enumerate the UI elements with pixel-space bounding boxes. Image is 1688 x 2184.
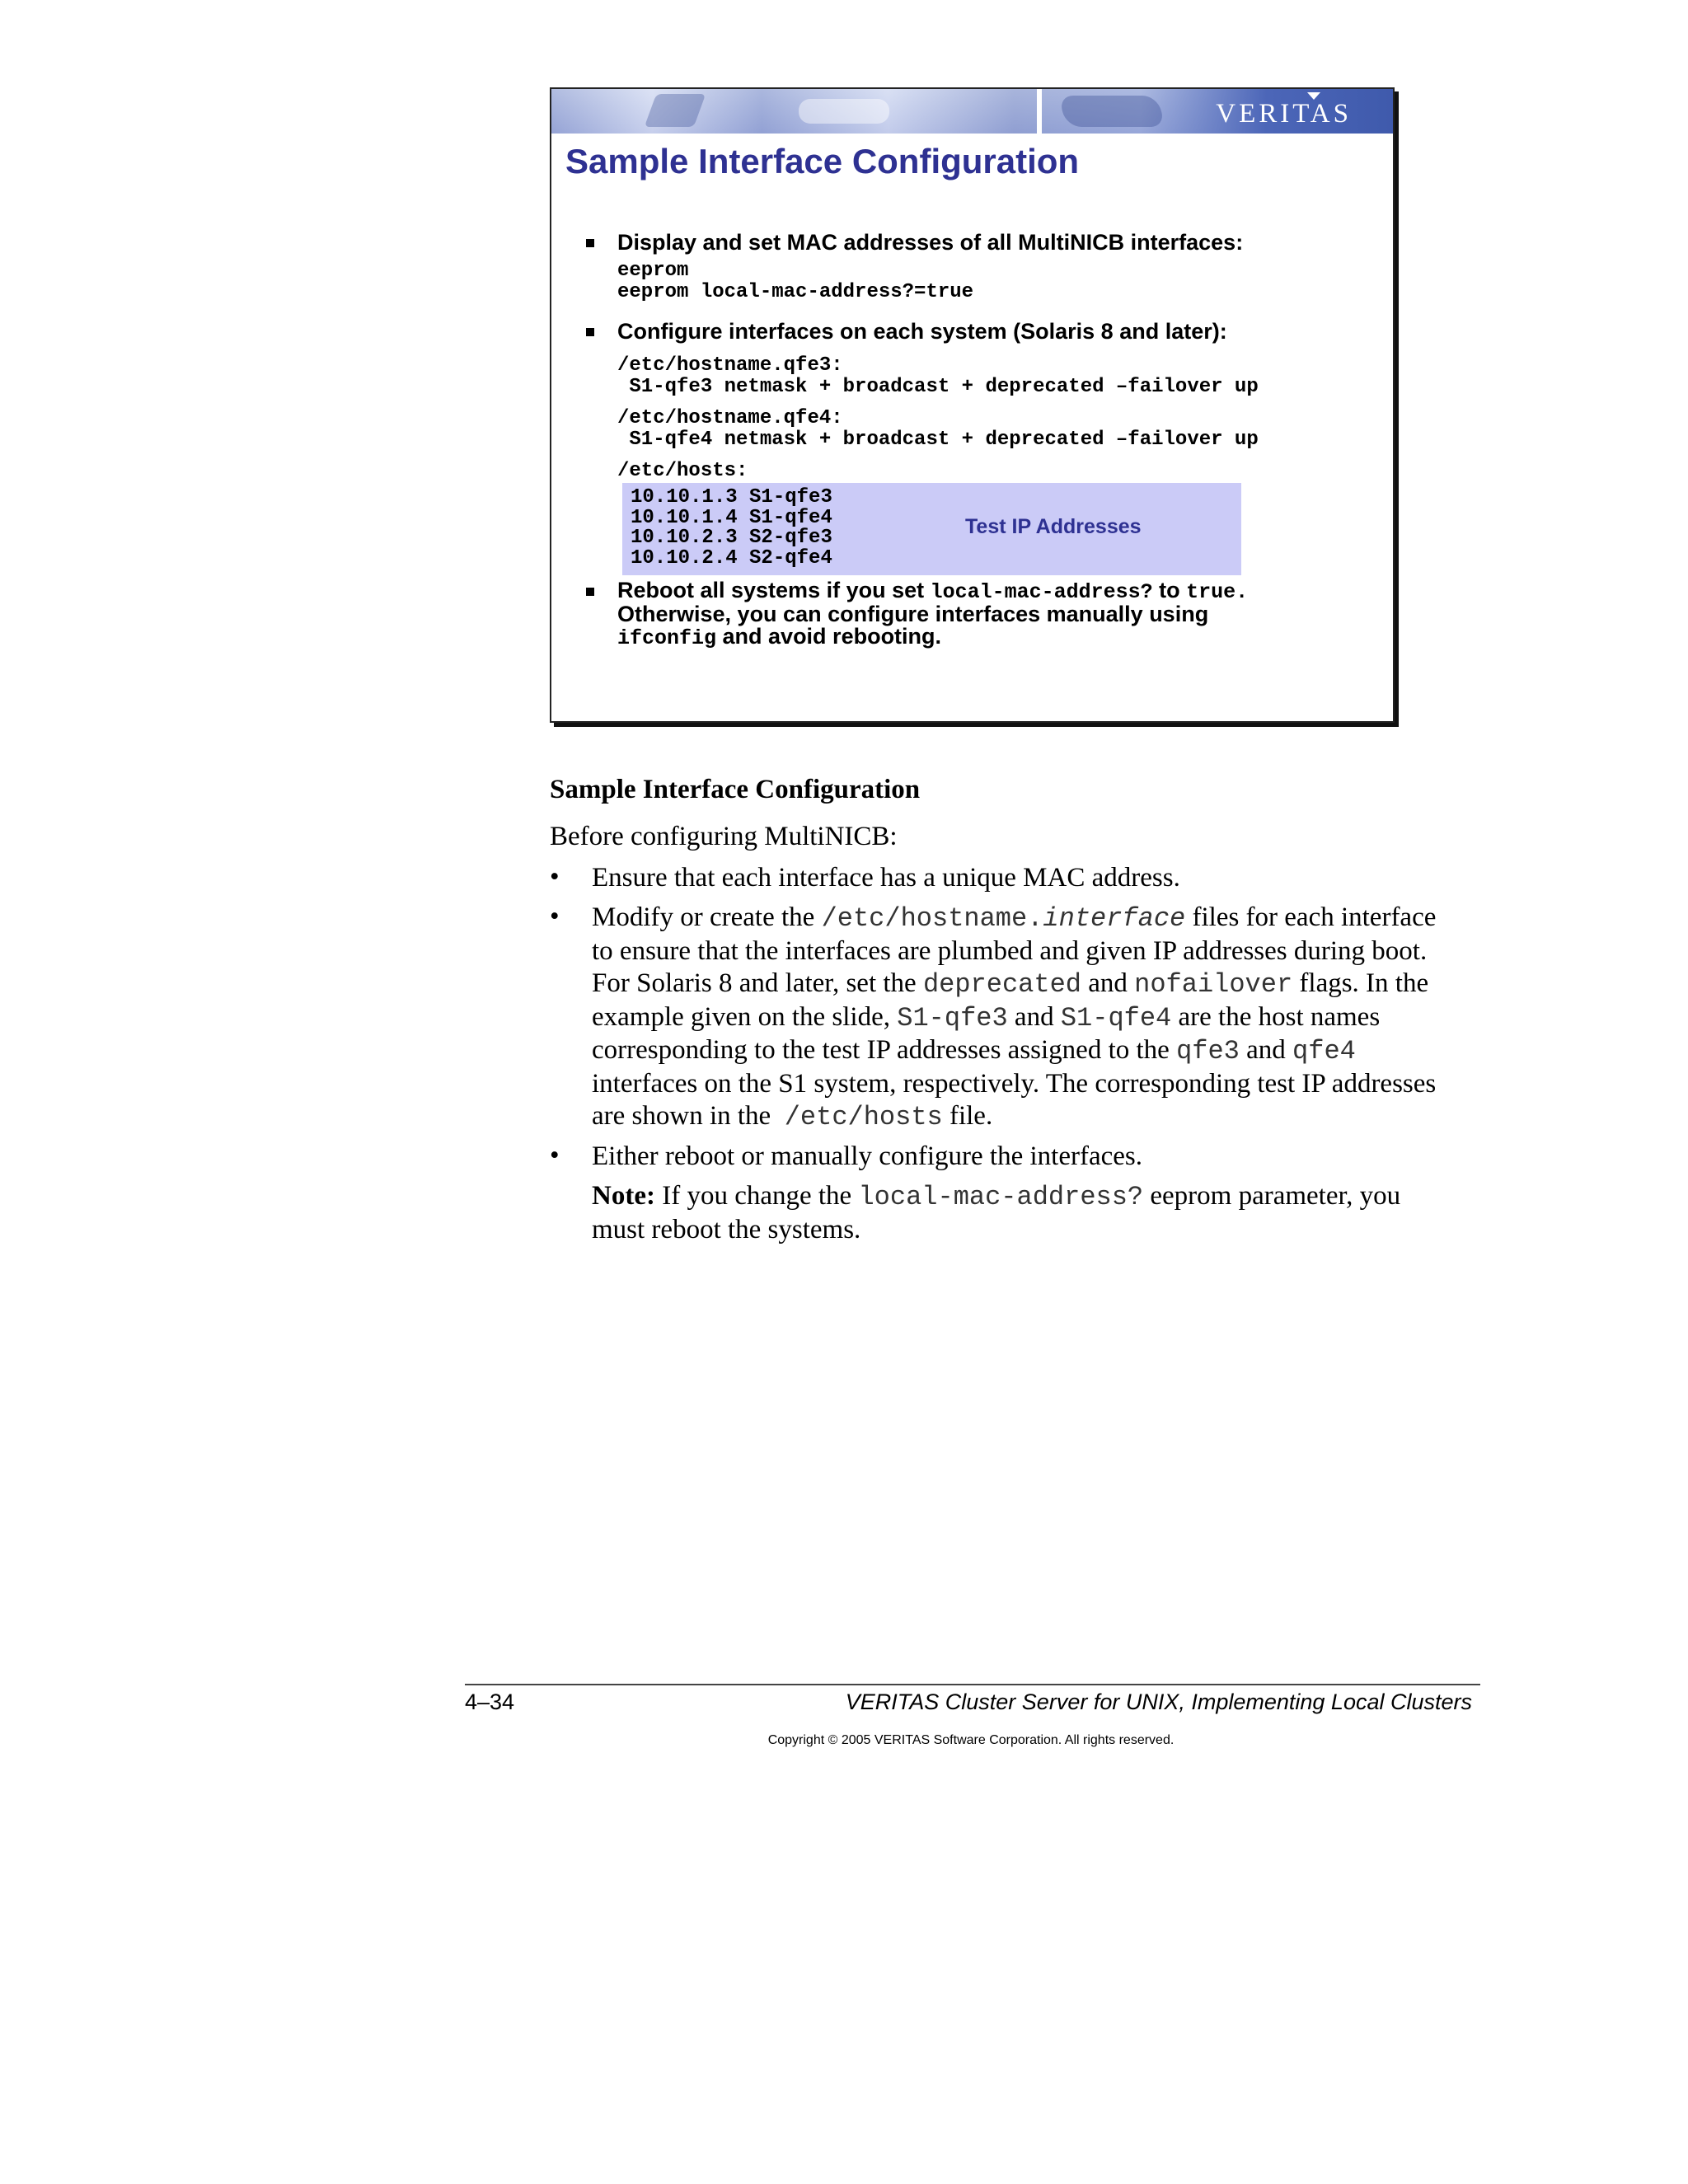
text: and bbox=[1081, 968, 1135, 998]
veritas-logo: VERITAS bbox=[1216, 99, 1352, 129]
slide-banner bbox=[551, 89, 1393, 134]
code-inline: local-mac-address? bbox=[930, 580, 1153, 604]
test-ip-label: Test IP Addresses bbox=[965, 515, 1142, 538]
code-inline: /etc/hostname. bbox=[821, 903, 1043, 934]
note-label: Note: bbox=[592, 1181, 655, 1211]
text: example given on the slide, bbox=[592, 1001, 898, 1032]
code-inline: local-mac-address? bbox=[858, 1182, 1144, 1212]
text: If you change the bbox=[654, 1181, 859, 1211]
text: are the host names bbox=[1171, 1001, 1381, 1032]
text: files for each interface bbox=[1185, 902, 1437, 932]
slide-bullet-reboot bbox=[617, 579, 1248, 649]
footer-rule bbox=[465, 1684, 1480, 1685]
banner-divider bbox=[1037, 89, 1042, 134]
bullet-icon: • bbox=[550, 902, 560, 931]
text: For Solaris 8 and later, set the bbox=[592, 968, 923, 998]
banner-graphic bbox=[799, 99, 889, 124]
square-bullet-icon bbox=[586, 239, 594, 247]
text: and bbox=[1239, 1035, 1293, 1065]
text: corresponding to the test IP addresses assigned to the bbox=[592, 1035, 1177, 1065]
text: and avoid rebooting. bbox=[716, 624, 942, 649]
text: flags. In the bbox=[1292, 968, 1429, 998]
slide-bullet-configure: Configure interfaces on each system (Solaris 8 and later): bbox=[617, 319, 1227, 344]
bullet-reboot: Either reboot or manually configure the interfaces. bbox=[592, 1141, 1142, 1171]
code-inline: nofailover bbox=[1134, 969, 1293, 1000]
code-eeprom: eeprom eeprom local-mac-address?=true bbox=[617, 260, 974, 303]
slide bbox=[550, 87, 1395, 723]
hosts-highlight-box bbox=[622, 483, 1241, 575]
square-bullet-icon bbox=[586, 328, 594, 336]
text: interfaces on the S1 system, respectively. The corresponding test IP addresses bbox=[592, 1068, 1437, 1099]
square-bullet-icon bbox=[586, 588, 594, 596]
code-inline: interface bbox=[1043, 903, 1186, 934]
bullet-icon: • bbox=[550, 1141, 560, 1170]
hosts-entries: 10.10.1.3 S1-qfe3 10.10.1.4 S1-qfe4 10.10.2.3 S2-qfe3 10.10.2.4 S2-qfe4 bbox=[631, 486, 832, 569]
note bbox=[592, 1180, 1400, 1246]
banner-graphic bbox=[1058, 96, 1165, 127]
text: Otherwise, you can configure interfaces manually using bbox=[617, 602, 1209, 626]
intro-text: Before configuring MultiNICB: bbox=[550, 822, 898, 851]
slide-title: Sample Interface Configuration bbox=[565, 142, 1080, 180]
text: to ensure that the interfaces are plumbed and given IP addresses during boot. bbox=[592, 935, 1428, 966]
bullet-hostname-files bbox=[592, 902, 1436, 1134]
copyright: Copyright © 2005 VERITAS Software Corporation. All rights reserved. bbox=[767, 1733, 1175, 1747]
text: and bbox=[1007, 1001, 1061, 1032]
bullet-icon: • bbox=[550, 862, 560, 892]
code-inline: /etc/hosts bbox=[784, 1102, 943, 1132]
page-number: 4–34 bbox=[465, 1690, 515, 1714]
text: file. bbox=[942, 1101, 993, 1131]
code-inline: S1-qfe3 bbox=[897, 1002, 1008, 1033]
code-hosts-label: /etc/hosts: bbox=[617, 460, 748, 482]
bullet-mac-unique: Ensure that each interface has a unique MAC address. bbox=[592, 863, 1180, 893]
code-hostname-qfe4: /etc/hostname.qfe4: S1-qfe4 netmask + broadcast + deprecated –failover up bbox=[617, 407, 1259, 451]
footer-title: VERITAS Cluster Server for UNIX, Implementing Local Clusters bbox=[845, 1690, 1472, 1714]
section-heading: Sample Interface Configuration bbox=[550, 775, 921, 804]
code-inline: qfe3 bbox=[1176, 1036, 1240, 1066]
text: must reboot the systems. bbox=[592, 1214, 861, 1244]
slide-bullet-mac: Display and set MAC addresses of all MultiNICB interfaces: bbox=[617, 230, 1244, 255]
code-inline: qfe4 bbox=[1292, 1036, 1356, 1066]
code-inline: ifconfig bbox=[617, 626, 717, 650]
code-inline: S1-qfe4 bbox=[1060, 1002, 1172, 1033]
text: are shown in the bbox=[592, 1101, 785, 1131]
code-hostname-qfe3: /etc/hostname.qfe3: S1-qfe3 netmask + broadcast + deprecated –failover up bbox=[617, 354, 1259, 398]
text: to bbox=[1152, 578, 1187, 602]
code-inline: true. bbox=[1186, 580, 1249, 604]
text: Modify or create the bbox=[592, 902, 822, 932]
code-inline: deprecated bbox=[922, 969, 1081, 1000]
text: eeprom parameter, you bbox=[1143, 1181, 1401, 1211]
text: Reboot all systems if you set bbox=[617, 578, 931, 602]
banner-graphic bbox=[645, 94, 706, 127]
